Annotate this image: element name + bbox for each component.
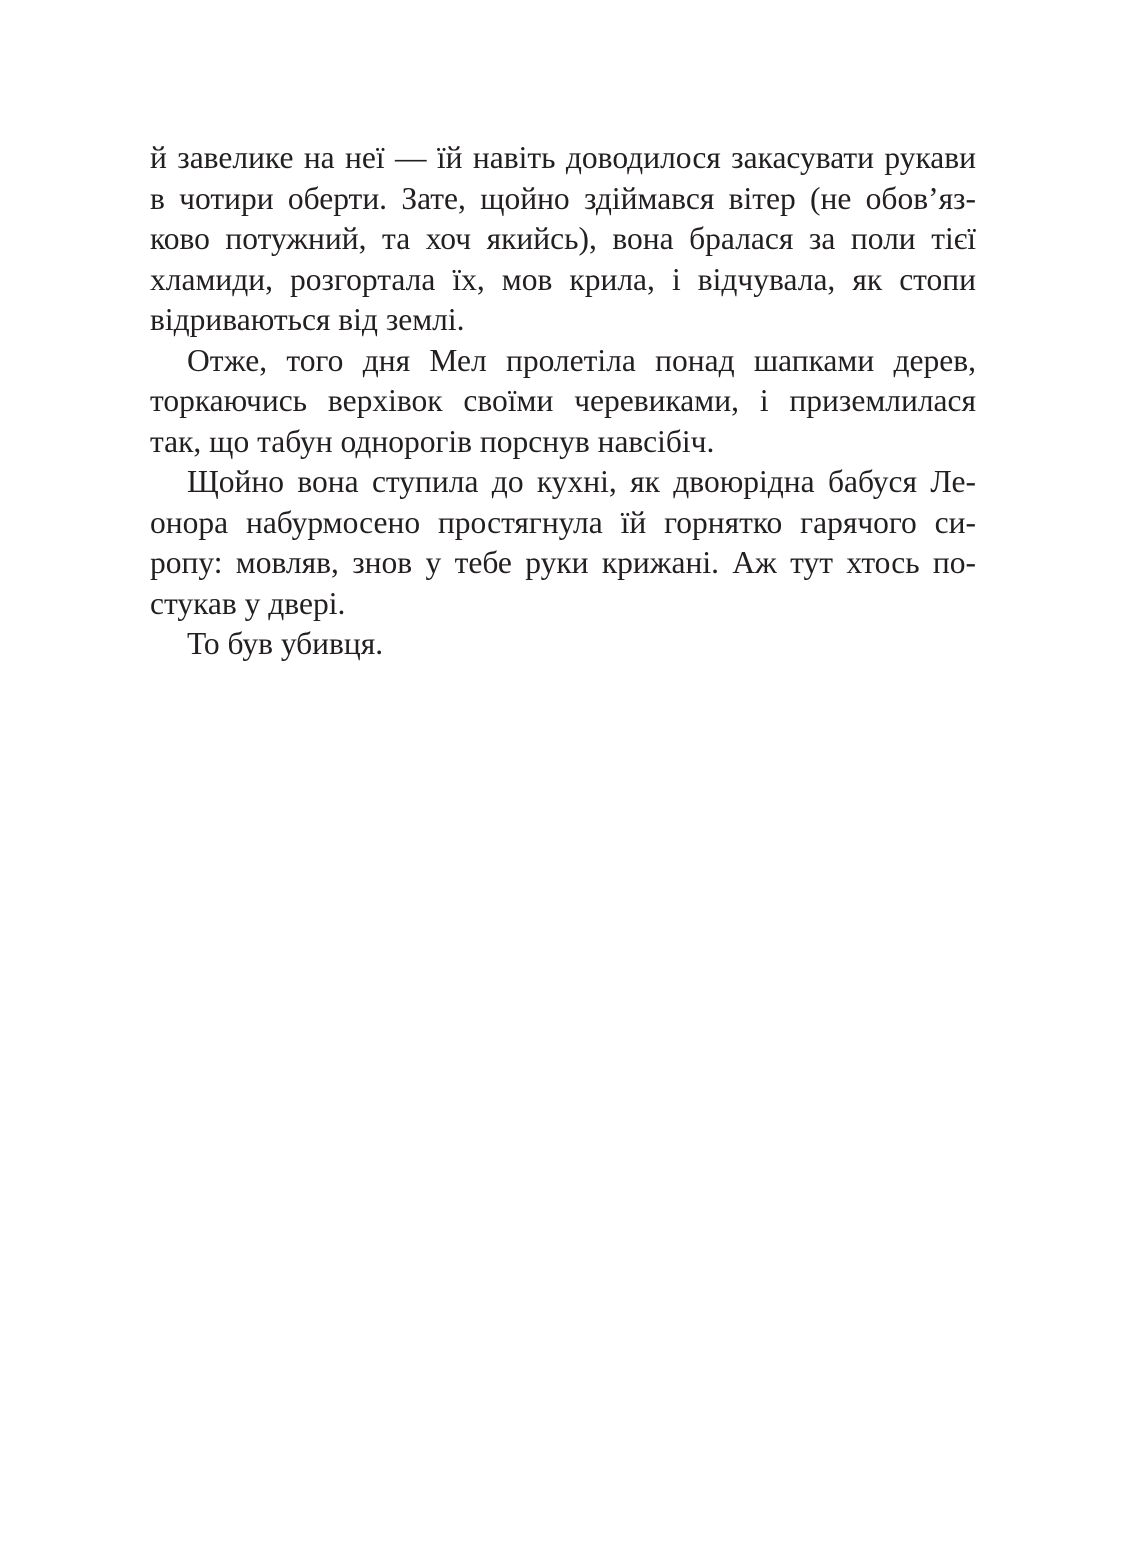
text-line: То був убивця. (187, 626, 384, 661)
paragraph (150, 341, 976, 463)
text-line: Щойно вона ступила до кухні, як двоюрідна бабуся Ле- (187, 464, 976, 499)
text-line: стукав у двері. (150, 585, 346, 621)
text-line: в чотири оберти. Зате, щойно здіймався вітер (не обов’яз- (150, 180, 976, 216)
text-line: ково потужний, та хоч якийсь), вона бралася за поли тієї (150, 221, 976, 256)
paragraph (150, 624, 976, 665)
paragraph (150, 138, 976, 341)
paragraph (150, 462, 976, 624)
body-text (150, 138, 976, 665)
text-line: Отже, того дня Мел пролетіла понад шапками дерев, (187, 342, 976, 378)
text-line: й завелике на неї — їй навіть доводилося закасувати рукави (150, 140, 976, 175)
text-line: онора набурмосено простягнула їй горнятко гарячого си- (150, 504, 976, 540)
text-line: так, що табун однорогів порснув навсібіч. (150, 423, 715, 459)
text-line: відриваються від землі. (150, 302, 465, 337)
text-line: хламиди, розгортала їх, мов крила, і відчувала, як стопи (150, 261, 976, 297)
text-line: ропу: мовляв, знов у тебе руки крижані. Аж тут хтось по- (150, 545, 976, 580)
text-line: торкаючись верхівок своїми черевиками, і приземлилася (150, 383, 976, 418)
